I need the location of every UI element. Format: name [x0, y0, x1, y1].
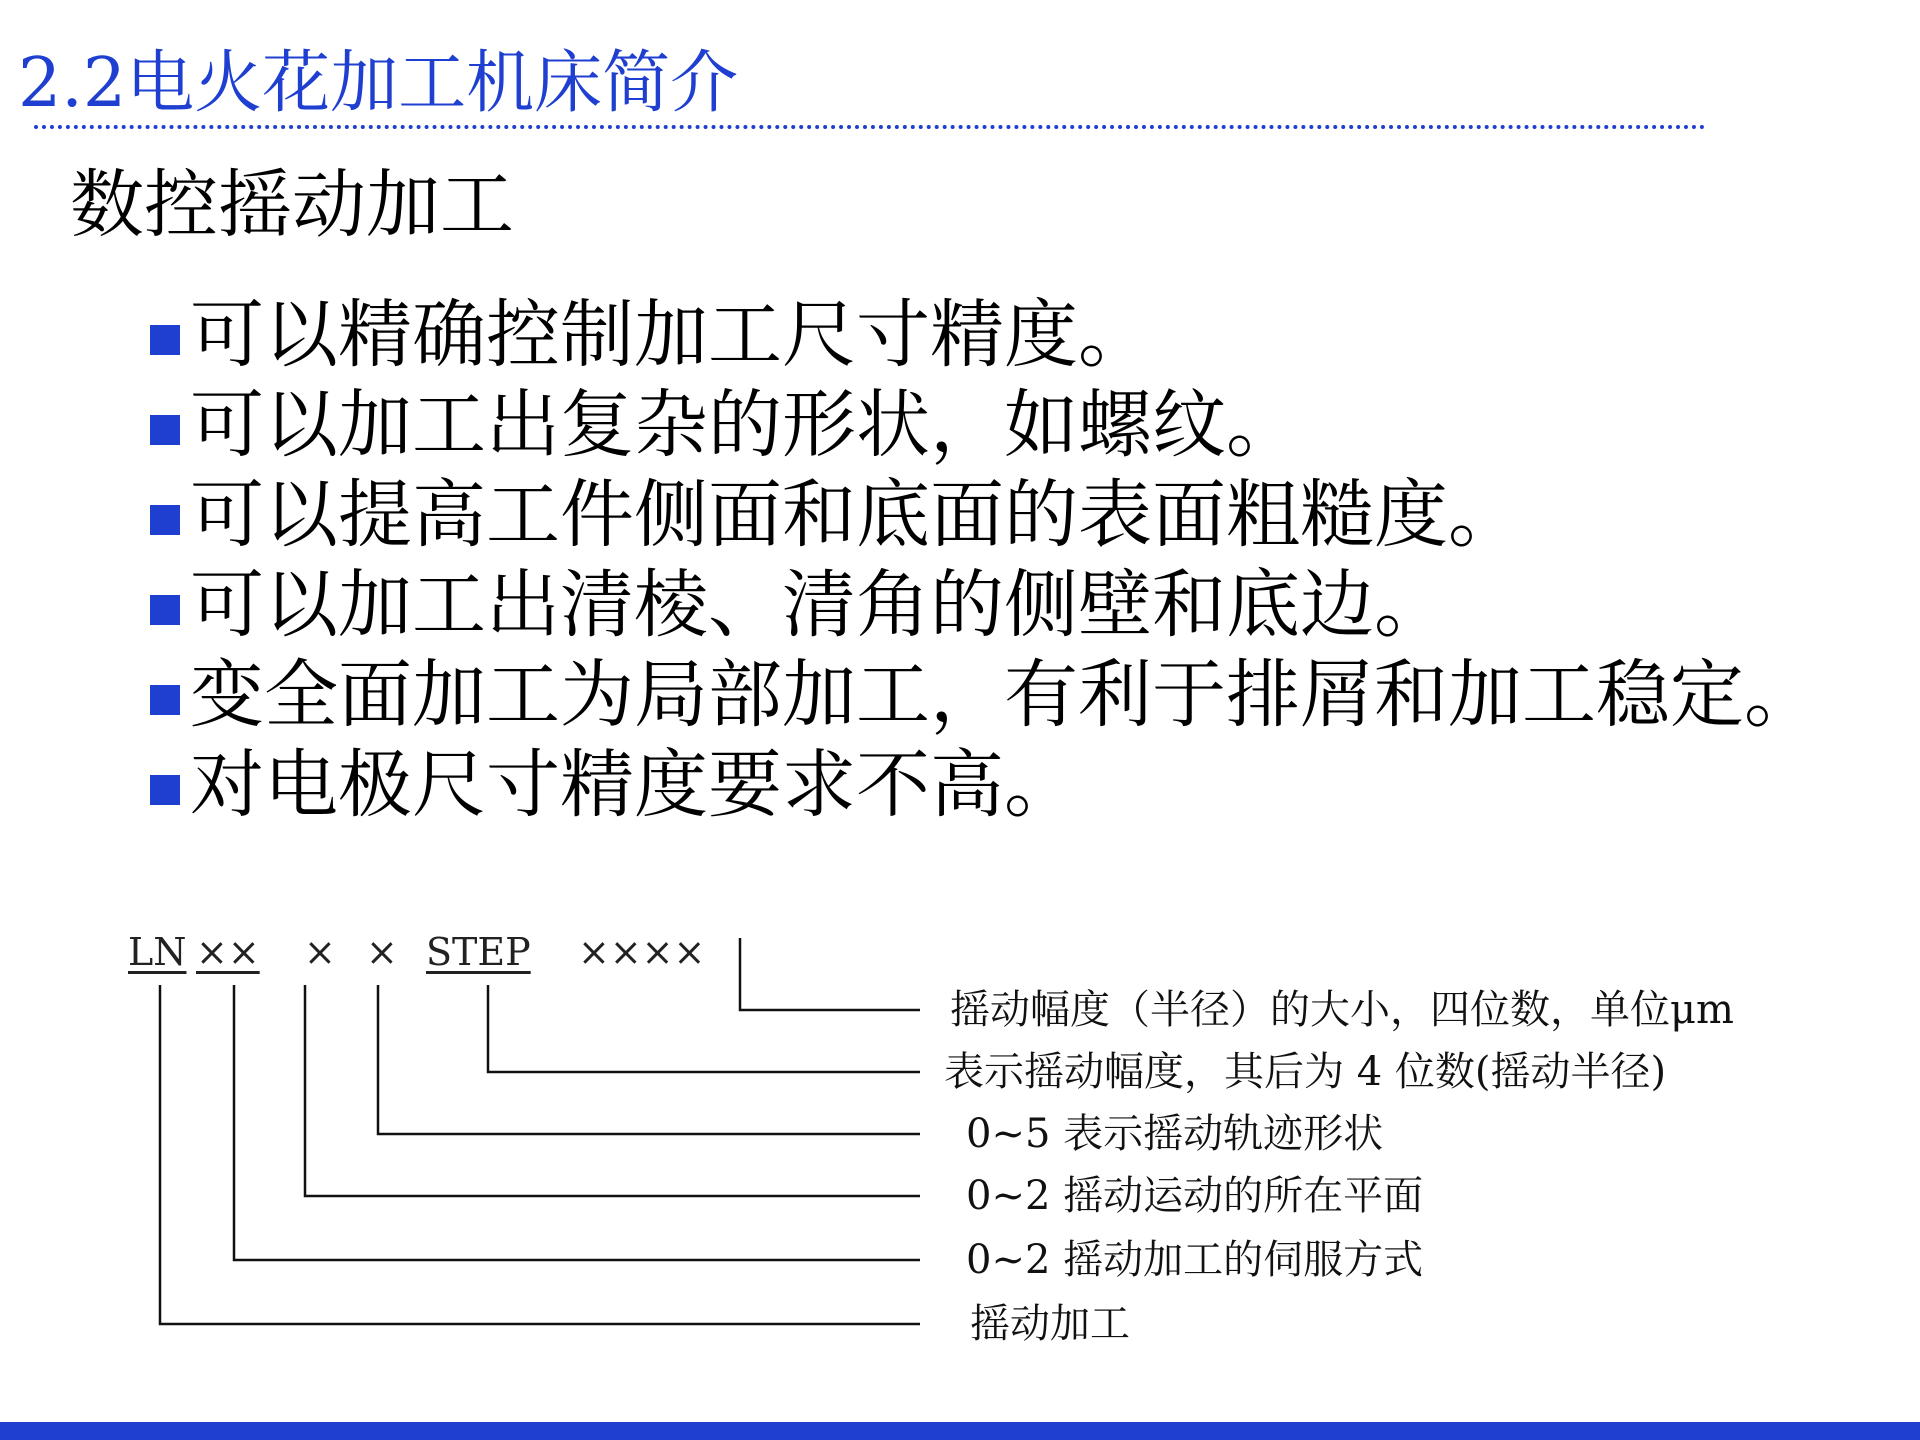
- connector-lines: [0, 900, 1920, 1360]
- connector-line-servo: [234, 985, 920, 1260]
- list-item-text: 可以提高工件侧面和底面的表面粗糙度。: [190, 472, 1522, 558]
- square-bullet-icon: [150, 505, 180, 535]
- code-xx: ××: [196, 930, 260, 974]
- square-bullet-icon: [150, 325, 180, 355]
- feature-list: [150, 290, 1818, 830]
- square-bullet-icon: [150, 775, 180, 805]
- list-item: [150, 380, 1818, 470]
- connector-line-radius: [740, 938, 920, 1010]
- list-item-text: 可以加工出复杂的形状，如螺纹。: [190, 382, 1300, 468]
- list-item: [150, 470, 1818, 560]
- square-bullet-icon: [150, 415, 180, 445]
- list-item-text: 可以加工出清棱、清角的侧壁和底边。: [190, 562, 1448, 648]
- desc-ln: 摇动加工: [970, 1301, 1130, 1347]
- footer-bar: [0, 1422, 1920, 1440]
- connector-line-plane: [305, 985, 920, 1196]
- title-divider: [34, 125, 1706, 129]
- list-item: [150, 560, 1818, 650]
- desc-plane: 0~2 摇动运动的所在平面: [966, 1173, 1424, 1219]
- command-format-diagram: [0, 900, 1920, 1360]
- list-item-text: 可以精确控制加工尺寸精度。: [190, 292, 1152, 378]
- code-xxxx: ××××: [578, 930, 706, 974]
- code-step: STEP: [426, 930, 531, 974]
- list-item: [150, 290, 1818, 380]
- desc-shape: 0~5 表示摇动轨迹形状: [966, 1111, 1384, 1157]
- code-ln: LN: [128, 930, 187, 974]
- desc-radius: 摇动幅度（半径）的大小，四位数，单位μm: [950, 987, 1734, 1033]
- list-item: [150, 650, 1818, 740]
- connector-line-shape: [378, 985, 920, 1134]
- desc-servo: 0~2 摇动加工的伺服方式: [966, 1237, 1424, 1283]
- list-item: [150, 740, 1818, 830]
- desc-step: 表示摇动幅度，其后为 4 位数(摇动半径): [944, 1049, 1667, 1095]
- code-x1: ×: [304, 930, 336, 974]
- section-heading: 数控摇动加工: [70, 162, 514, 248]
- connector-line-step: [488, 985, 920, 1072]
- list-item-text: 对电极尺寸精度要求不高。: [190, 742, 1078, 828]
- code-x2: ×: [366, 930, 398, 974]
- square-bullet-icon: [150, 685, 180, 715]
- page-title: 2.2电火花加工机床简介: [18, 44, 739, 123]
- square-bullet-icon: [150, 595, 180, 625]
- list-item-text: 变全面加工为局部加工，有利于排屑和加工稳定。: [190, 652, 1818, 738]
- connector-line-ln: [160, 985, 920, 1324]
